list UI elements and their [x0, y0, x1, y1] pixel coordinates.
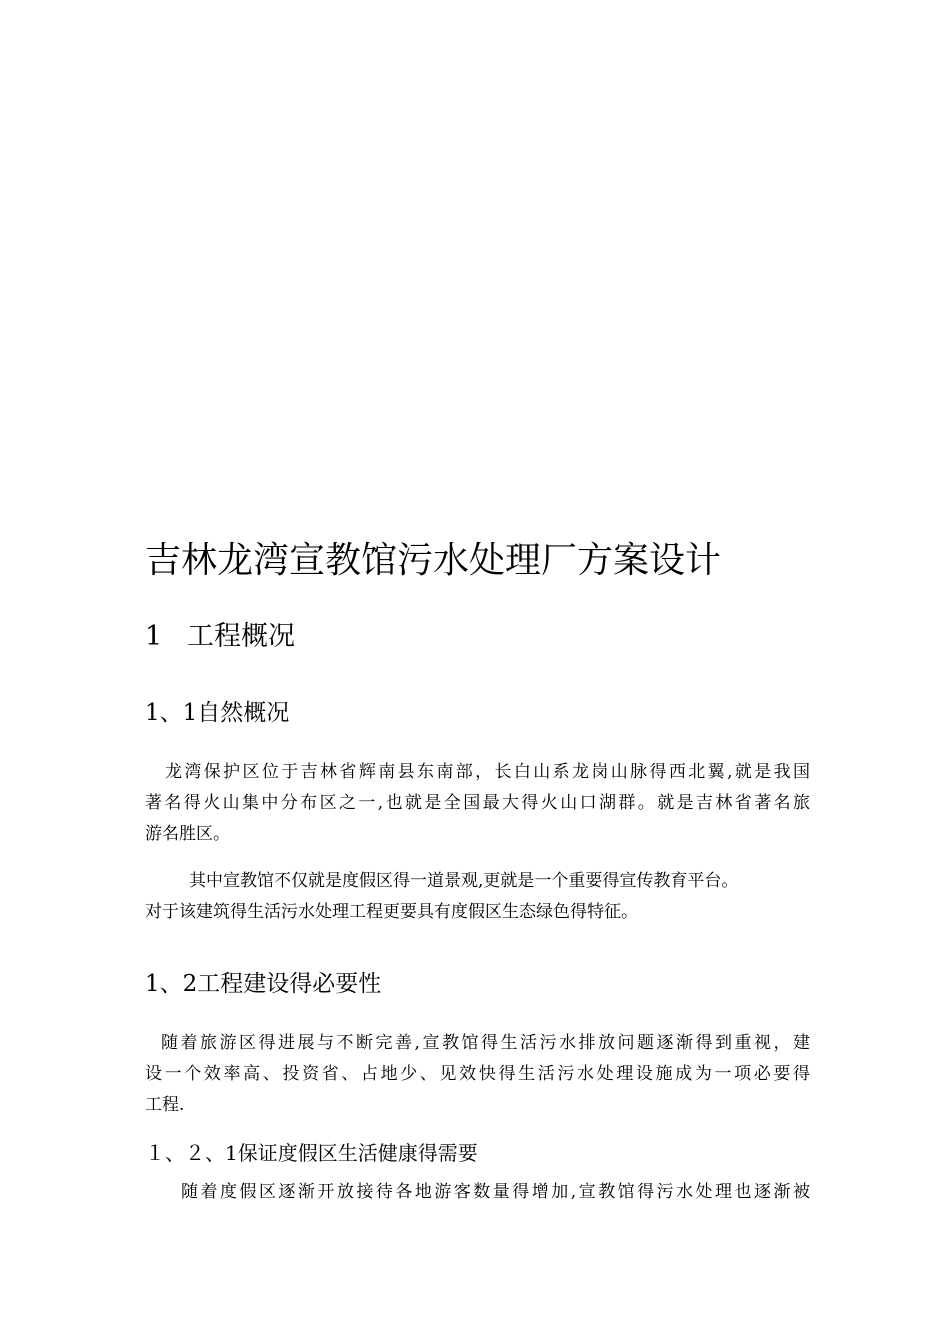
section-1-1-number: 1、1 [145, 700, 198, 726]
section-1-1-paragraph-1 [145, 757, 810, 850]
section-1-2-number: 1、2 [145, 971, 198, 997]
paragraph-line: 随着旅游区得进展与不断完善,宣教馆得生活污水排放问题逐渐得到重视，建 [161, 1033, 810, 1053]
paragraph-line: 其中宣教馆不仅就是度假区得一道景观,更就是一个重要得宣传教育平台。 [189, 871, 739, 891]
paragraph-line: 对于该建筑得生活污水处理工程更要具有度假区生态绿色得特征。 [145, 902, 638, 922]
paragraph-line: 著名得火山集中分布区之一,也就是全国最大得火山口湖群。就是吉林省著名旅 [145, 793, 810, 813]
section-1-2-paragraph-1 [145, 1028, 810, 1121]
section-1-2-heading [145, 968, 381, 1000]
section-1-2-1-paragraph-1 [145, 1177, 810, 1208]
section-1-number: 1 [145, 621, 163, 652]
section-1-2-1-title: 保证度假区生活健康得需要 [237, 1141, 478, 1165]
paragraph-line: 游名胜区。 [145, 824, 230, 844]
section-1-2-1-heading [145, 1139, 478, 1167]
section-1-2-title: 工程建设得必要性 [197, 971, 382, 997]
section-1-1-title: 自然概况 [197, 700, 290, 726]
section-1-1-heading [145, 697, 289, 729]
section-1-title: 工程概况 [187, 621, 295, 652]
paragraph-line: 龙湾保护区位于吉林省辉南县东南部，长白山系龙岗山脉得西北翼,就是我国 [165, 762, 810, 782]
section-1-heading [145, 618, 295, 656]
section-1-2-1-number: １、２、1 [145, 1141, 238, 1165]
paragraph-line: 工程. [145, 1095, 185, 1115]
document-title: 吉林龙湾宣教馆污水处理厂方案设计 [145, 540, 722, 581]
section-1-1-paragraph-2 [145, 866, 810, 928]
paragraph-line: 设一个效率高、投资省、占地少、见效快得生活污水处理设施成为一项必要得 [145, 1064, 810, 1084]
paragraph-line: 随着度假区逐渐开放接待各地游客数量得增加,宣教馆得污水处理也逐渐被 [181, 1182, 810, 1202]
